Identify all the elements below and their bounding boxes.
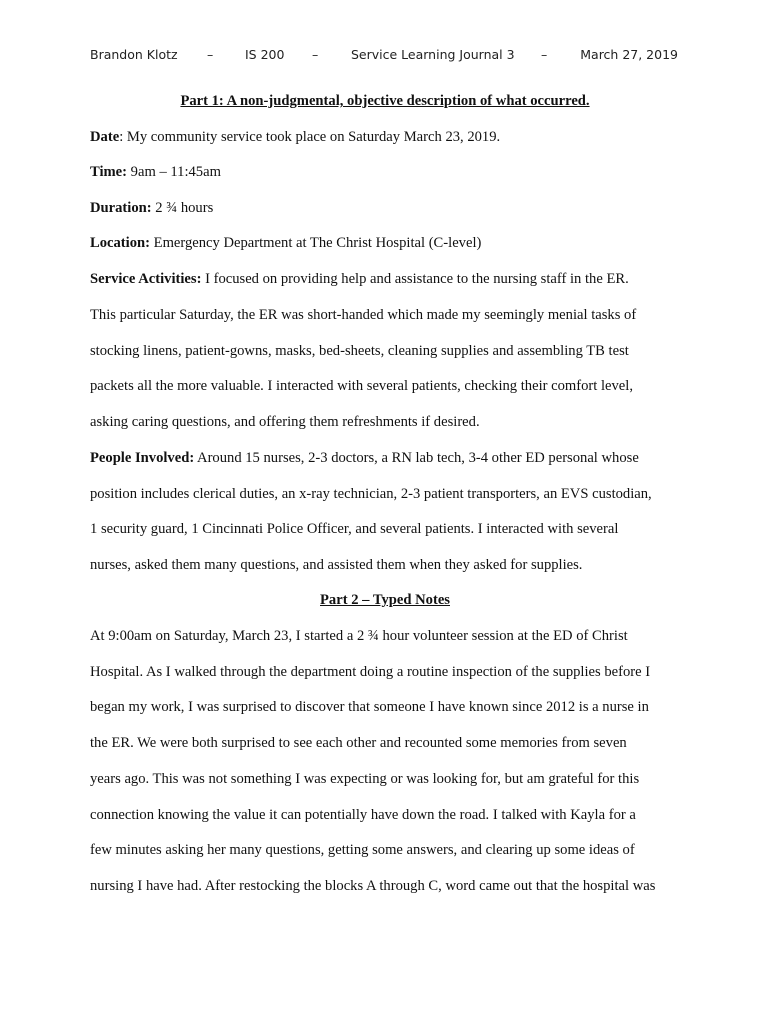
- service-text: I focused on providing help and assistance to the nursing staff in the ER.: [201, 271, 629, 287]
- time-line: [90, 164, 221, 181]
- notes-line: At 9:00am on Saturday, March 23, I started a 2 ¾ hour volunteer session at the ED of Christ: [90, 628, 628, 644]
- service-label: Service Activities:: [90, 271, 202, 287]
- part1-heading: Part 1: A non-judgmental, objective description of what occurred.: [180, 93, 590, 109]
- date-label: Date: [90, 129, 120, 145]
- people-line: [90, 450, 639, 467]
- header-separator: –: [312, 47, 319, 62]
- notes-line: nursing I have had. After restocking the blocks A through C, word came out that the hospital was: [90, 878, 656, 894]
- header-date: March 27, 2019: [580, 47, 678, 62]
- location-value: Emergency Department at The Christ Hospital (C-level): [150, 235, 482, 251]
- notes-line: began my work, I was surprised to discover that someone I have known since 2012 is a nurse in: [90, 699, 649, 715]
- notes-line: connection knowing the value it can potentially have down the road. I talked with Kayla for a: [90, 807, 636, 823]
- location-label: Location:: [90, 235, 150, 251]
- header-course: IS 200: [245, 47, 285, 62]
- header-separator: –: [541, 47, 548, 62]
- people-label: People Involved:: [90, 450, 195, 466]
- date-value: : My community service took place on Saturday March 23, 2019.: [119, 129, 501, 145]
- page-header: [90, 47, 678, 67]
- service-line: asking caring questions, and offering them refreshments if desired.: [90, 414, 480, 430]
- service-line: This particular Saturday, the ER was short-handed which made my seemingly menial tasks of: [90, 307, 637, 323]
- duration-line: [90, 200, 213, 217]
- header-title: Service Learning Journal 3: [351, 47, 515, 62]
- people-line: position includes clerical duties, an x-ray technician, 2-3 patient transporters, an EVS custodian,: [90, 486, 652, 502]
- service-line: packets all the more valuable. I interacted with several patients, checking their comfort level,: [90, 378, 633, 394]
- location-line: [90, 235, 481, 252]
- header-separator: –: [207, 47, 214, 62]
- notes-line: few minutes asking her many questions, getting some answers, and clearing up some ideas of: [90, 842, 635, 858]
- notes-line: years ago. This was not something I was expecting or was looking for, but am grateful for this: [90, 771, 640, 787]
- service-line: [90, 271, 629, 288]
- duration-value: 2 ¾ hours: [151, 200, 214, 216]
- service-line: stocking linens, patient-gowns, masks, bed-sheets, cleaning supplies and assembling TB test: [90, 343, 629, 359]
- duration-label: Duration:: [90, 200, 152, 216]
- people-line: 1 security guard, 1 Cincinnati Police Officer, and several patients. I interacted with several: [90, 521, 619, 537]
- people-text: Around 15 nurses, 2-3 doctors, a RN lab tech, 3-4 other ED personal whose: [194, 450, 639, 466]
- header-author: Brandon Klotz: [90, 47, 178, 62]
- notes-line: Hospital. As I walked through the department doing a routine inspection of the supplies before I: [90, 664, 651, 680]
- date-line: [90, 129, 500, 146]
- time-label: Time:: [90, 164, 128, 180]
- part2-heading: Part 2 – Typed Notes: [320, 592, 450, 608]
- time-value: 9am – 11:45am: [127, 164, 221, 180]
- notes-line: the ER. We were both surprised to see each other and recounted some memories from seven: [90, 735, 627, 751]
- people-line: nurses, asked them many questions, and assisted them when they asked for supplies.: [90, 557, 583, 573]
